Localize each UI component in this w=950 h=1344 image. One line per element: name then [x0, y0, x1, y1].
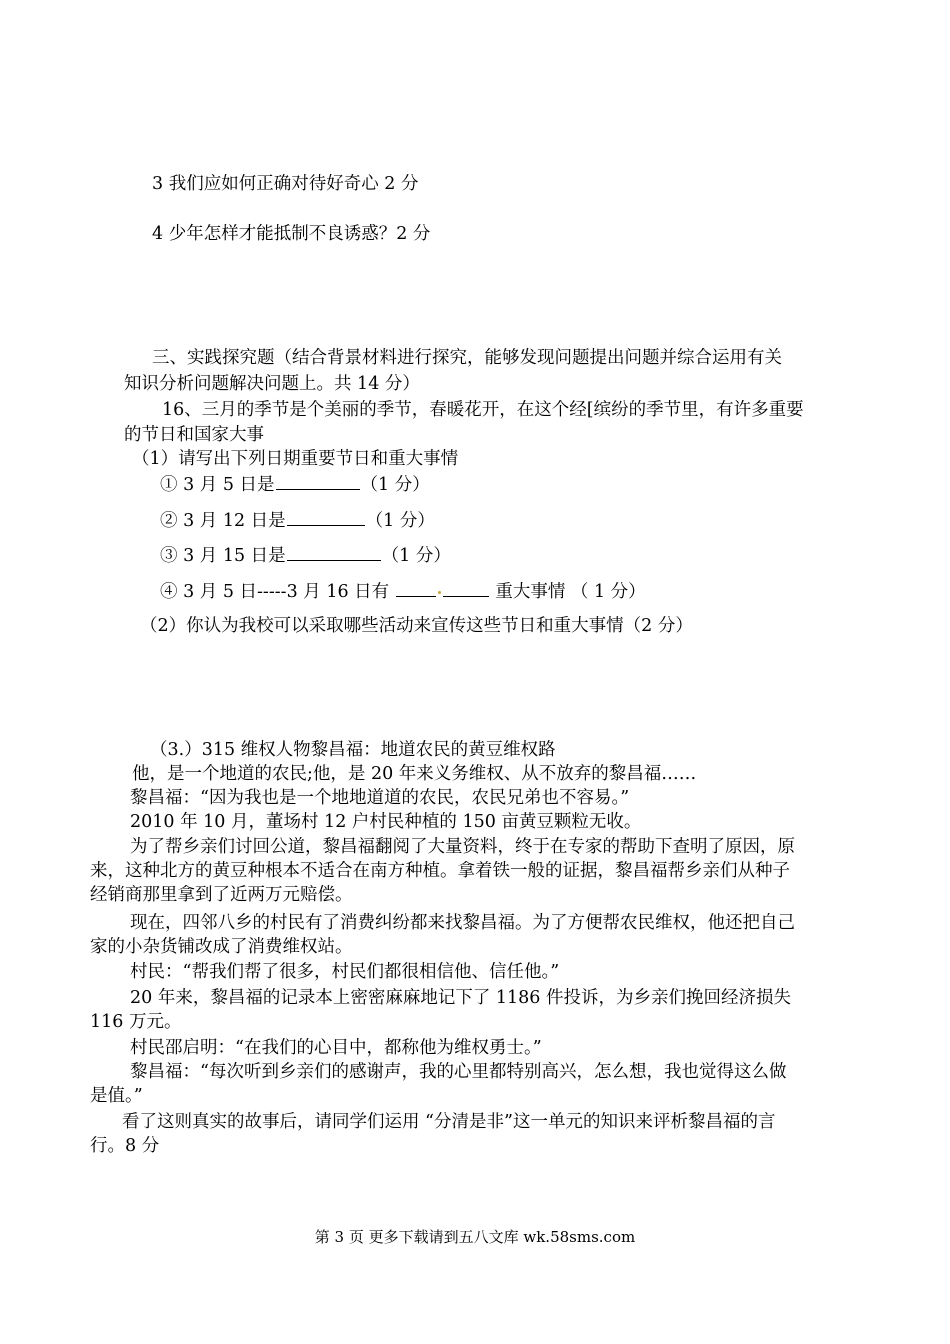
- part-1-prompt: （1）请写出下列日期重要节日和重大事情: [132, 449, 459, 469]
- section-3-heading-line2: 知识分析问题解决问题上。共 14 分）: [124, 374, 420, 394]
- question-16-line1: 16、三月的季节是个美丽的季节，春暖花开，在这个经[缤纷的季节里，有许多重要: [162, 400, 804, 420]
- story-paragraph-7-line1: 20 年来，黎昌福的记录本上密密麻麻地记下了 1186 件投诉，为乡亲们挽回经济损失: [130, 988, 791, 1008]
- story-paragraph-8: 村民邵启明：“在我们的心目中，都称他为维权勇士。”: [130, 1038, 542, 1058]
- answer-blank-1[interactable]: [276, 471, 360, 490]
- story-paragraph-6: 村民：“帮我们帮了很多，村民们都很相信他、信任他。”: [130, 962, 560, 982]
- part-2-prompt: （2）你认为我校可以采取哪些活动来宣传这些节日和重大事情（2 分）: [140, 616, 693, 636]
- story-paragraph-9-line1: 黎昌福：“每次听到乡亲们的感谢声，我的心里都特别高兴，怎么想，我也觉得这么做: [130, 1062, 787, 1082]
- story-paragraph-7-line2: 116 万元。: [90, 1012, 182, 1032]
- answer-blank-2[interactable]: [287, 507, 365, 526]
- fill-item-1: [160, 471, 430, 497]
- assignment-line2: 行。8 分: [90, 1136, 160, 1156]
- story-paragraph-4-line3: 经销商那里拿到了近两万元赔偿。: [90, 885, 353, 905]
- story-paragraph-3: 2010 年 10 月，董场村 12 户村民种植的 150 亩黄豆颗粒无收。: [130, 812, 642, 832]
- assignment-line1: 看了这则真实的故事后，请同学们运用 “分清是非”这一单元的知识来评析黎昌福的言: [122, 1112, 776, 1132]
- fill-item-1-text: ① 3 月 5 日是: [160, 475, 275, 495]
- question-4: 4 少年怎样才能抵制不良诱惑？2 分: [152, 224, 431, 244]
- story-paragraph-4-line1: 为了帮乡亲们讨回公道，黎昌福翻阅了大量资料，终于在专家的帮助下查明了原因，原: [130, 837, 795, 857]
- page-footer: 第 3 页 更多下载请到五八文库 wk.58sms.com: [314, 1228, 636, 1246]
- fill-item-2-score: （1 分）: [365, 511, 435, 531]
- section-3-heading-line1: 三、实践探究题（结合背景材料进行探究，能够发现问题提出问题并综合运用有关: [152, 348, 782, 368]
- fill-item-1-score: （1 分）: [360, 475, 430, 495]
- fill-item-4-score: 重大事情 （ 1 分）: [489, 582, 646, 602]
- story-paragraph-1: 他，是一个地道的农民;他，是 20 年来义务维权、从不放弃的黎昌福……: [132, 764, 697, 784]
- story-paragraph-2: 黎昌福：“因为我也是一个地地道道的农民，农民兄弟也不容易。”: [130, 788, 630, 808]
- fill-item-2-text: ② 3 月 12 日是: [160, 511, 286, 531]
- part-3-title: （3.）315 维权人物黎昌福：地道农民的黄豆维权路: [150, 740, 556, 760]
- fill-item-2: [160, 507, 435, 533]
- fill-item-3-text: ③ 3 月 15 日是: [160, 546, 286, 566]
- fill-item-4-text: ④ 3 月 5 日-----3 月 16 日有: [160, 582, 395, 602]
- question-16-line2: 的节日和国家大事: [124, 425, 264, 445]
- story-paragraph-4-line2: 来，这种北方的黄豆种根本不适合在南方种植。拿着铁一般的证据，黎昌福帮乡亲们从种子: [90, 861, 790, 881]
- story-paragraph-9-line2: 是值。”: [90, 1086, 143, 1106]
- question-3: 3 我们应如何正确对待好奇心 2 分: [152, 174, 419, 194]
- answer-blank-4a[interactable]: [396, 578, 436, 597]
- story-paragraph-5-line1: 现在，四邻八乡的村民有了消费纠纷都来找黎昌福。为了方便帮农民维权，他还把自己: [130, 913, 795, 933]
- fill-item-4: [160, 578, 646, 604]
- story-paragraph-5-line2: 家的小杂货铺改成了消费维权站。: [90, 937, 353, 957]
- stray-dot-mark: [438, 591, 441, 594]
- answer-blank-3[interactable]: [287, 542, 381, 561]
- answer-blank-4b[interactable]: [443, 578, 489, 597]
- fill-item-3-score: （1 分）: [381, 546, 451, 566]
- fill-item-3: [160, 542, 451, 568]
